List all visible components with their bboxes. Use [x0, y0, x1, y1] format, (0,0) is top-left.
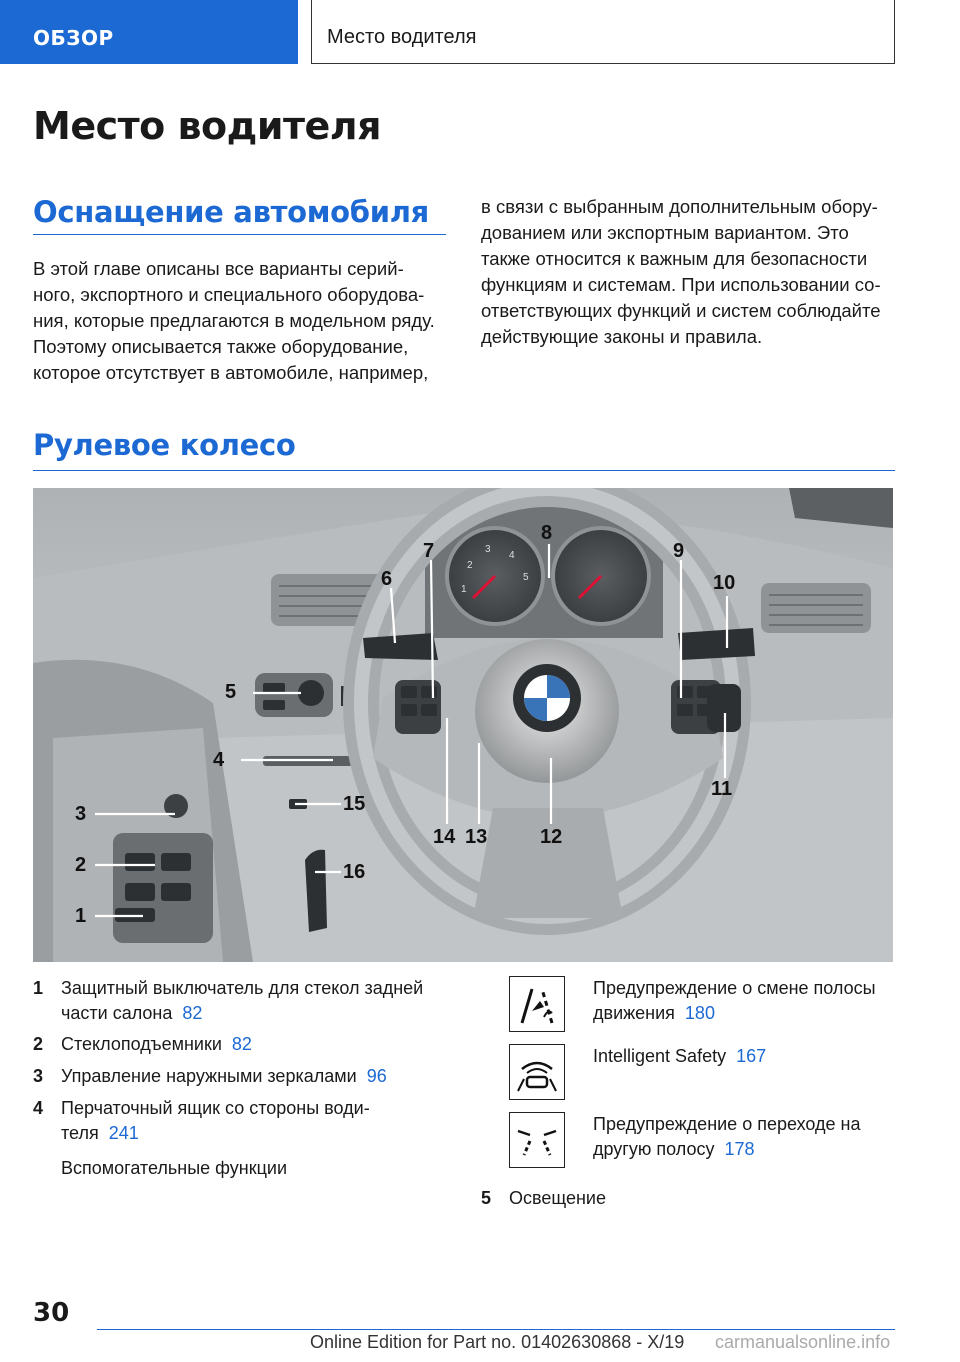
- page-link[interactable]: 167: [736, 1046, 767, 1066]
- cockpit-photo: [33, 488, 893, 962]
- tachometer-label-1: 1: [461, 584, 467, 595]
- legend-text: Перчаточный ящик со стороны води-: [61, 1098, 370, 1118]
- legend-text: другую полосу: [593, 1139, 715, 1159]
- tachometer-label-4: 4: [509, 550, 515, 561]
- legend-item-lane-change: [481, 976, 901, 1032]
- callout-5: 5: [225, 681, 237, 703]
- steering-section-title: Рулевое колесо: [33, 428, 296, 462]
- page-link[interactable]: 82: [231, 1034, 252, 1054]
- section-tab: ОБЗОР: [0, 0, 298, 64]
- equipment-section-title: Оснащение автомобиля: [33, 195, 430, 229]
- legend-number: 4: [33, 1098, 44, 1118]
- page-link[interactable]: 178: [724, 1139, 755, 1159]
- legend-number: 1: [33, 978, 44, 998]
- legend-number: 3: [33, 1066, 44, 1086]
- legend-item-intelligent-safety: [481, 1044, 901, 1100]
- callout-15: 15: [343, 793, 366, 815]
- callout-lines: [33, 488, 893, 962]
- legend-text: теля: [61, 1123, 99, 1143]
- legend-text: части салона: [61, 1003, 173, 1023]
- callout-13: 13: [465, 826, 488, 848]
- callout-4: 4: [213, 749, 225, 771]
- page-number: 30: [33, 1298, 70, 1328]
- page-link[interactable]: 96: [366, 1066, 387, 1086]
- legend-right: [481, 976, 901, 1216]
- edition-info: Online Edition for Part no. 01402630868 - X/19: [310, 1332, 685, 1352]
- tachometer-label-2: 2: [467, 560, 473, 571]
- legend-text: Intelligent Safety: [593, 1046, 727, 1066]
- callout-2: 2: [75, 854, 87, 876]
- legend-text: движения: [593, 1003, 675, 1023]
- legend-number: 2: [33, 1034, 44, 1054]
- footer-rule: [97, 1329, 895, 1330]
- legend-number: 5: [481, 1188, 492, 1208]
- callout-8: 8: [541, 522, 553, 544]
- callout-3: 3: [75, 803, 87, 825]
- page-link[interactable]: 241: [108, 1123, 139, 1143]
- equipment-text-right: в связи с выбранным дополнительным обору- дованием или экспортным вариантом. Это также относится к важным для безопасности функциям и системам. При использовании со- ответствующих функций и систем соблюдайте действующие законы и правила.: [481, 196, 881, 347]
- tachometer-label-5: 5: [523, 572, 529, 583]
- watermark: carmanualsonline.info: [715, 1332, 891, 1352]
- legend-text: Предупреждение о переходе на: [593, 1114, 861, 1134]
- callout-10: 10: [713, 572, 736, 594]
- legend-left: [33, 976, 453, 1186]
- callout-9: 9: [673, 540, 685, 562]
- lane-departure-warning-icon: [509, 1112, 565, 1168]
- legend-text: Управление наружными зеркалами: [61, 1066, 357, 1086]
- legend-item-lane-departure: [481, 1112, 901, 1168]
- breadcrumb: Место водителя: [311, 0, 895, 64]
- equipment-title-rule: [33, 234, 446, 235]
- page-link[interactable]: 180: [684, 1003, 715, 1023]
- page-title: Место водителя: [33, 104, 381, 148]
- legend-text: Защитный выключатель для стекол задней: [61, 978, 424, 998]
- callout-7: 7: [423, 540, 435, 562]
- equipment-text-left: В этой главе описаны все варианты серий- ного, экспортного и специального оборудова- ния, которые предлагаются в модельном ряду. Поэтому описывается также оборудование, которое отсутствует в автомобиле, например,: [33, 258, 435, 383]
- callout-6: 6: [381, 568, 393, 590]
- intelligent-safety-icon: [509, 1044, 565, 1100]
- legend-text: Стеклоподъемники: [61, 1034, 222, 1054]
- callout-12: 12: [540, 826, 563, 848]
- page-link[interactable]: 82: [182, 1003, 203, 1023]
- lane-change-warning-icon: [509, 976, 565, 1032]
- callout-14: 14: [433, 826, 456, 848]
- callout-1: 1: [75, 905, 87, 927]
- callout-16: 16: [343, 861, 366, 883]
- legend-text: Освещение: [509, 1188, 606, 1208]
- steering-title-rule: [33, 470, 895, 471]
- legend-text: Предупреждение о смене полосы: [593, 978, 876, 998]
- tachometer-label-3: 3: [485, 544, 491, 555]
- callout-11: 11: [711, 778, 733, 800]
- legend-text: Вспомогательные функции: [61, 1158, 288, 1178]
